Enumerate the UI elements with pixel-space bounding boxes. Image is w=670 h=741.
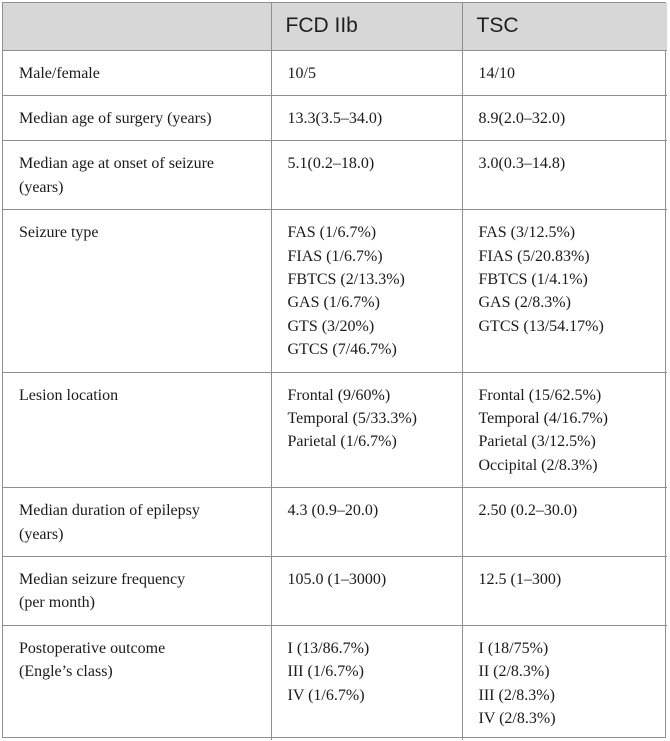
fcd-iib-value: FBTCS (2/13.3%) xyxy=(287,270,405,288)
row-label-cell xyxy=(3,50,271,95)
fcd-iib-value-cell xyxy=(271,557,462,626)
tsc-value-cell xyxy=(462,625,667,740)
row-label-cell xyxy=(3,488,271,557)
fcd-iib-value: GTS (3/20%) xyxy=(287,317,375,335)
fcd-iib-value: GTCS (7/46.7%) xyxy=(287,341,397,359)
tsc-value: 2.50 (0.2–30.0) xyxy=(478,502,578,520)
tsc-value: GAS (2/8.3%) xyxy=(478,294,571,312)
row-label-cell xyxy=(3,95,271,140)
tsc-value: Occipital (2/8.3%) xyxy=(478,456,598,474)
tsc-value: 14/10 xyxy=(478,64,515,82)
tsc-value: Temporal (4/16.7%) xyxy=(478,409,609,427)
fcd-iib-value: Temporal (5/33.3%) xyxy=(287,409,418,427)
comparison-table xyxy=(3,3,667,740)
row-label: Seizure type xyxy=(19,224,99,242)
table-row xyxy=(3,557,667,626)
fcd-iib-value: I (13/86.7%) xyxy=(287,639,370,657)
table-row xyxy=(3,372,667,488)
tsc-value: III (2/8.3%) xyxy=(478,686,555,704)
tsc-value: I (18/75%) xyxy=(478,639,549,657)
tsc-value-cell xyxy=(462,210,667,372)
fcd-iib-value: III (1/6.7%) xyxy=(287,663,364,681)
tsc-value: 12.5 (1–300) xyxy=(478,571,562,588)
fcd-iib-value: 13.3(3.5–34.0) xyxy=(287,109,383,127)
row-label: Median age of surgery (years) xyxy=(19,109,212,127)
fcd-iib-value-cell xyxy=(271,488,462,557)
row-label-cell xyxy=(3,372,271,488)
table-row xyxy=(3,141,667,210)
tsc-value: FAS (3/12.5%) xyxy=(478,224,576,242)
tsc-value: Frontal (15/62.5%) xyxy=(478,386,602,404)
table-row xyxy=(3,95,667,140)
table-body xyxy=(3,50,667,740)
fcd-iib-value: 10/5 xyxy=(287,64,316,82)
fcd-iib-value: Frontal (9/60%) xyxy=(287,386,391,404)
tsc-value: FBTCS (1/4.1%) xyxy=(478,270,588,288)
row-label: (Engle’s class) xyxy=(19,663,113,681)
fcd-iib-value-cell xyxy=(271,50,462,95)
table-row xyxy=(3,210,667,372)
fcd-iib-value-cell xyxy=(271,372,462,488)
row-label: Median duration of epilepsy xyxy=(19,502,200,520)
tsc-value: GTCS (13/54.17%) xyxy=(478,317,604,335)
fcd-iib-value-cell xyxy=(271,210,462,372)
table-header-row xyxy=(3,3,667,50)
tsc-value-cell xyxy=(462,95,667,140)
tsc-value: 3.0(0.3–14.8) xyxy=(478,155,566,173)
tsc-value: Parietal (3/12.5%) xyxy=(478,433,596,451)
fcd-iib-value-cell xyxy=(271,95,462,140)
fcd-iib-value: 5.1(0.2–18.0) xyxy=(287,155,375,173)
header-characteristic xyxy=(3,3,271,50)
tsc-value-cell xyxy=(462,50,667,95)
fcd-iib-value: FAS (1/6.7%) xyxy=(287,224,377,242)
row-label: (years) xyxy=(19,525,64,543)
fcd-iib-value-cell xyxy=(271,141,462,210)
table-row xyxy=(3,625,667,740)
fcd-iib-value: Parietal (1/6.7%) xyxy=(287,433,397,451)
row-label: Male/female xyxy=(19,64,100,82)
fcd-iib-value-cell xyxy=(271,625,462,740)
row-label: Postoperative outcome xyxy=(19,639,166,657)
tsc-value: IV (2/8.3%) xyxy=(478,710,556,728)
header-tsc: TSC xyxy=(462,3,667,50)
row-label: (per month) xyxy=(19,594,95,612)
table-row xyxy=(3,488,667,557)
table-row xyxy=(3,50,667,95)
fcd-iib-value: IV (1/6.7%) xyxy=(287,686,365,704)
tsc-value-cell xyxy=(462,372,667,488)
fcd-iib-value: GAS (1/6.7%) xyxy=(287,294,380,312)
tsc-value: 8.9(2.0–32.0) xyxy=(478,109,566,127)
fcd-iib-value: FIAS (1/6.7%) xyxy=(287,247,383,265)
header-fcd-iib: FCD IIb xyxy=(271,3,462,50)
row-label: Median age at onset of seizure xyxy=(19,155,215,173)
row-label-cell xyxy=(3,210,271,372)
comparison-table-frame xyxy=(2,2,666,738)
tsc-value-cell xyxy=(462,488,667,557)
row-label: (years) xyxy=(19,178,64,196)
tsc-value-cell xyxy=(462,557,667,626)
tsc-value-cell xyxy=(462,141,667,210)
row-label-cell xyxy=(3,141,271,210)
row-label: Lesion location xyxy=(19,386,119,404)
tsc-value: FIAS (5/20.83%) xyxy=(478,247,590,265)
row-label-cell xyxy=(3,557,271,626)
fcd-iib-value: 105.0 (1–3000) xyxy=(287,571,387,588)
row-label: Median seizure frequency xyxy=(19,571,186,588)
fcd-iib-value: 4.3 (0.9–20.0) xyxy=(287,502,379,520)
tsc-value: II (2/8.3%) xyxy=(478,663,550,681)
row-label-cell xyxy=(3,625,271,740)
